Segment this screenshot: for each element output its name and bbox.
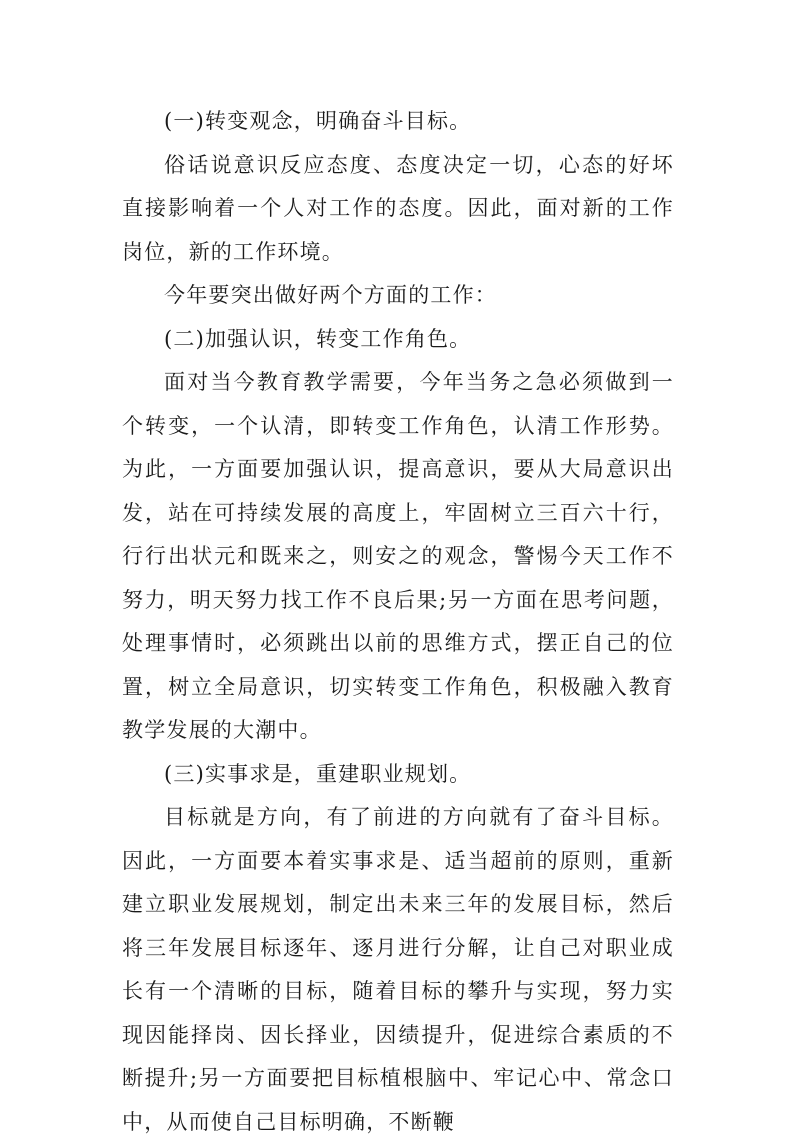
paragraph-two-aspects: 今年要突出做好两个方面的工作： <box>164 283 497 307</box>
heading-two: (二)加强认识，转变工作角色。 <box>164 326 472 351</box>
paragraph-career-plan: 目标就是方向，有了前进的方向就有了奋斗目标。因此，一方面要本着实事求是、适当超前的原则，重新建立职业发展规划，制定出未来三年的发展目标，然后将三年发展目标逐年、逐月进行分解，让自己对职业成长有一个清晰的目标，随着目标的攀升与实现，努力实现因能择岗、因长择业，因绩提升，促进综合素质的不断提升;另一方面要把目标植根脑中、牢记心中、常念口中，从而使自己目标明确，不断鞭 <box>122 805 674 1134</box>
heading-one: (一)转变观念，明确奋斗目标。 <box>164 109 472 133</box>
heading-three: (三)实事求是，重建职业规划。 <box>164 761 472 786</box>
document-body <box>122 100 674 1144</box>
paragraph-attitude: 俗话说意识反应态度、态度决定一切，心态的好坏直接影响着一个人对工作的态度。因此，面对新的工作岗位，新的工作环境。 <box>122 152 674 264</box>
paragraph-role-change: 面对当今教育教学需要，今年当务之急必须做到一个转变，一个认清，即转变工作角色，认清工作形势。为此，一方面要加强认识，提高意识，要从大局意识出发，站在可持续发展的高度上，牢固树立三百六十行，行行出状元和既来之，则安之的观念，警惕今天工作不努力，明天努力找工作不良后果;另一方面在思考问题，处理事情时，必须跳出以前的思维方式，摆正自己的位置，树立全局意识，切实转变工作角色，积极融入教育教学发展的大潮中。 <box>122 370 674 742</box>
